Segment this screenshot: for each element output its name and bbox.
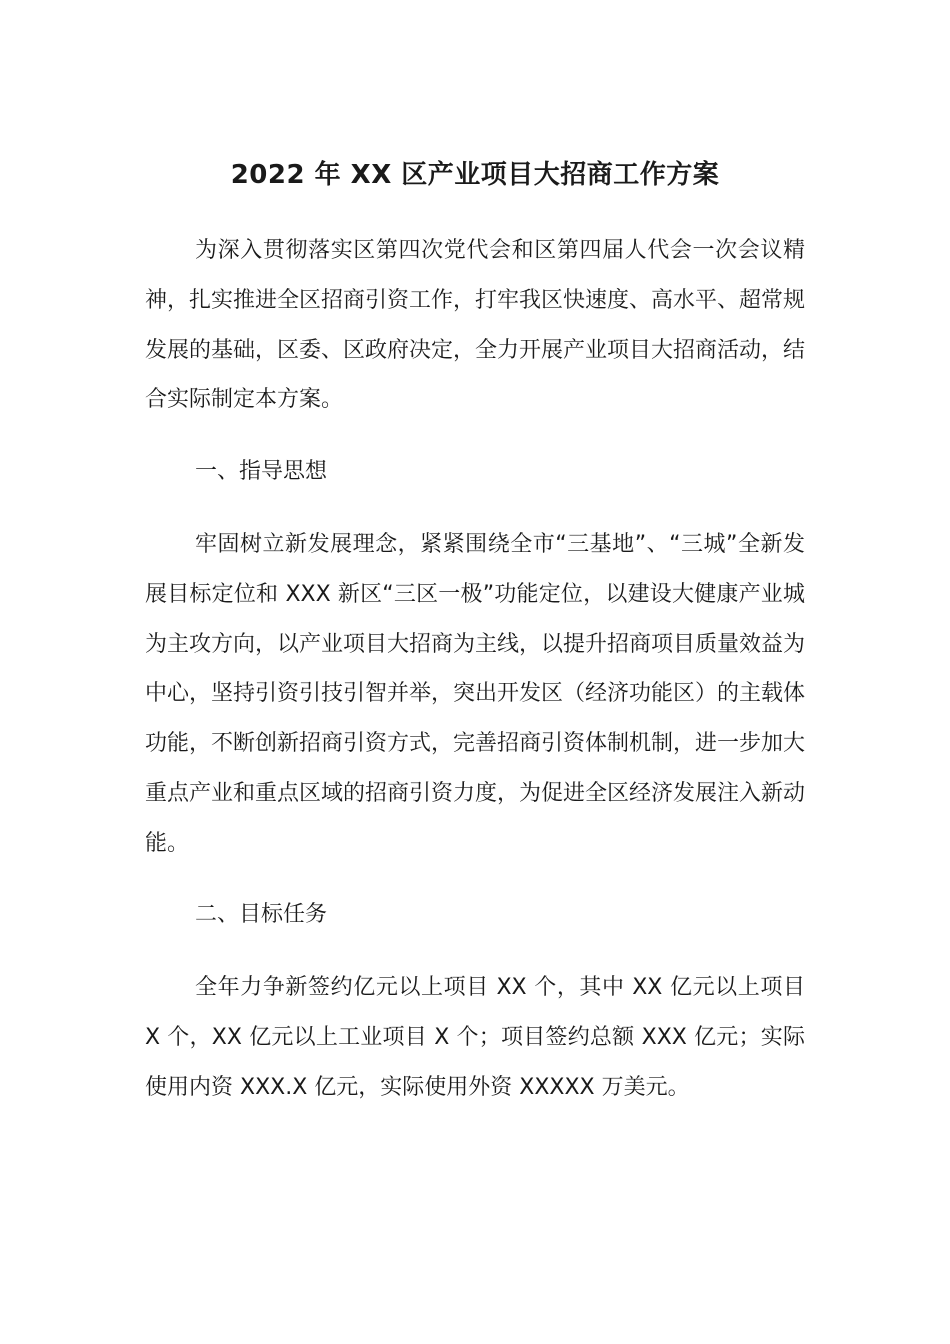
- document-title: 2022 年 XX 区产业项目大招商工作方案: [230, 160, 720, 190]
- section-heading-guiding-ideology: 一、指导思想: [195, 459, 328, 484]
- section-body-target-tasks: 全年力争新签约亿元以上项目 XX 个，其中 XX 亿元以上项目 X 个，XX 亿元以上工业项目 X 个；项目签约总额 XXX 亿元；实际使用内资 XXX.X 亿元，实际使用外资 XXXXX 万美元。: [145, 975, 805, 1100]
- section-body-guiding-ideology: 牢固树立新发展理念，紧紧围绕全市“三基地”、“三城”全新发展目标定位和 XXX 新区“三区一极”功能定位，以建设大健康产业城为主攻方向，以产业项目大招商为主线，以提升招商项目质量效益为中心，坚持引资引技引智并举，突出开发区（经济功能区）的主载体功能，不断创新招商引资方式，完善招商引资体制机制，进一步加大重点产业和重点区域的招商引资力度，为促进全区经济发展注入新动能。: [145, 532, 806, 856]
- intro-paragraph: 为深入贯彻落实区第四次党代会和区第四届人代会一次会议精神，扎实推进全区招商引资工作，打牢我区快速度、高水平、超常规发展的基础，区委、区政府决定，全力开展产业项目大招商活动，结合实际制定本方案。: [145, 238, 806, 413]
- section-heading-target-tasks: 二、目标任务: [195, 902, 328, 927]
